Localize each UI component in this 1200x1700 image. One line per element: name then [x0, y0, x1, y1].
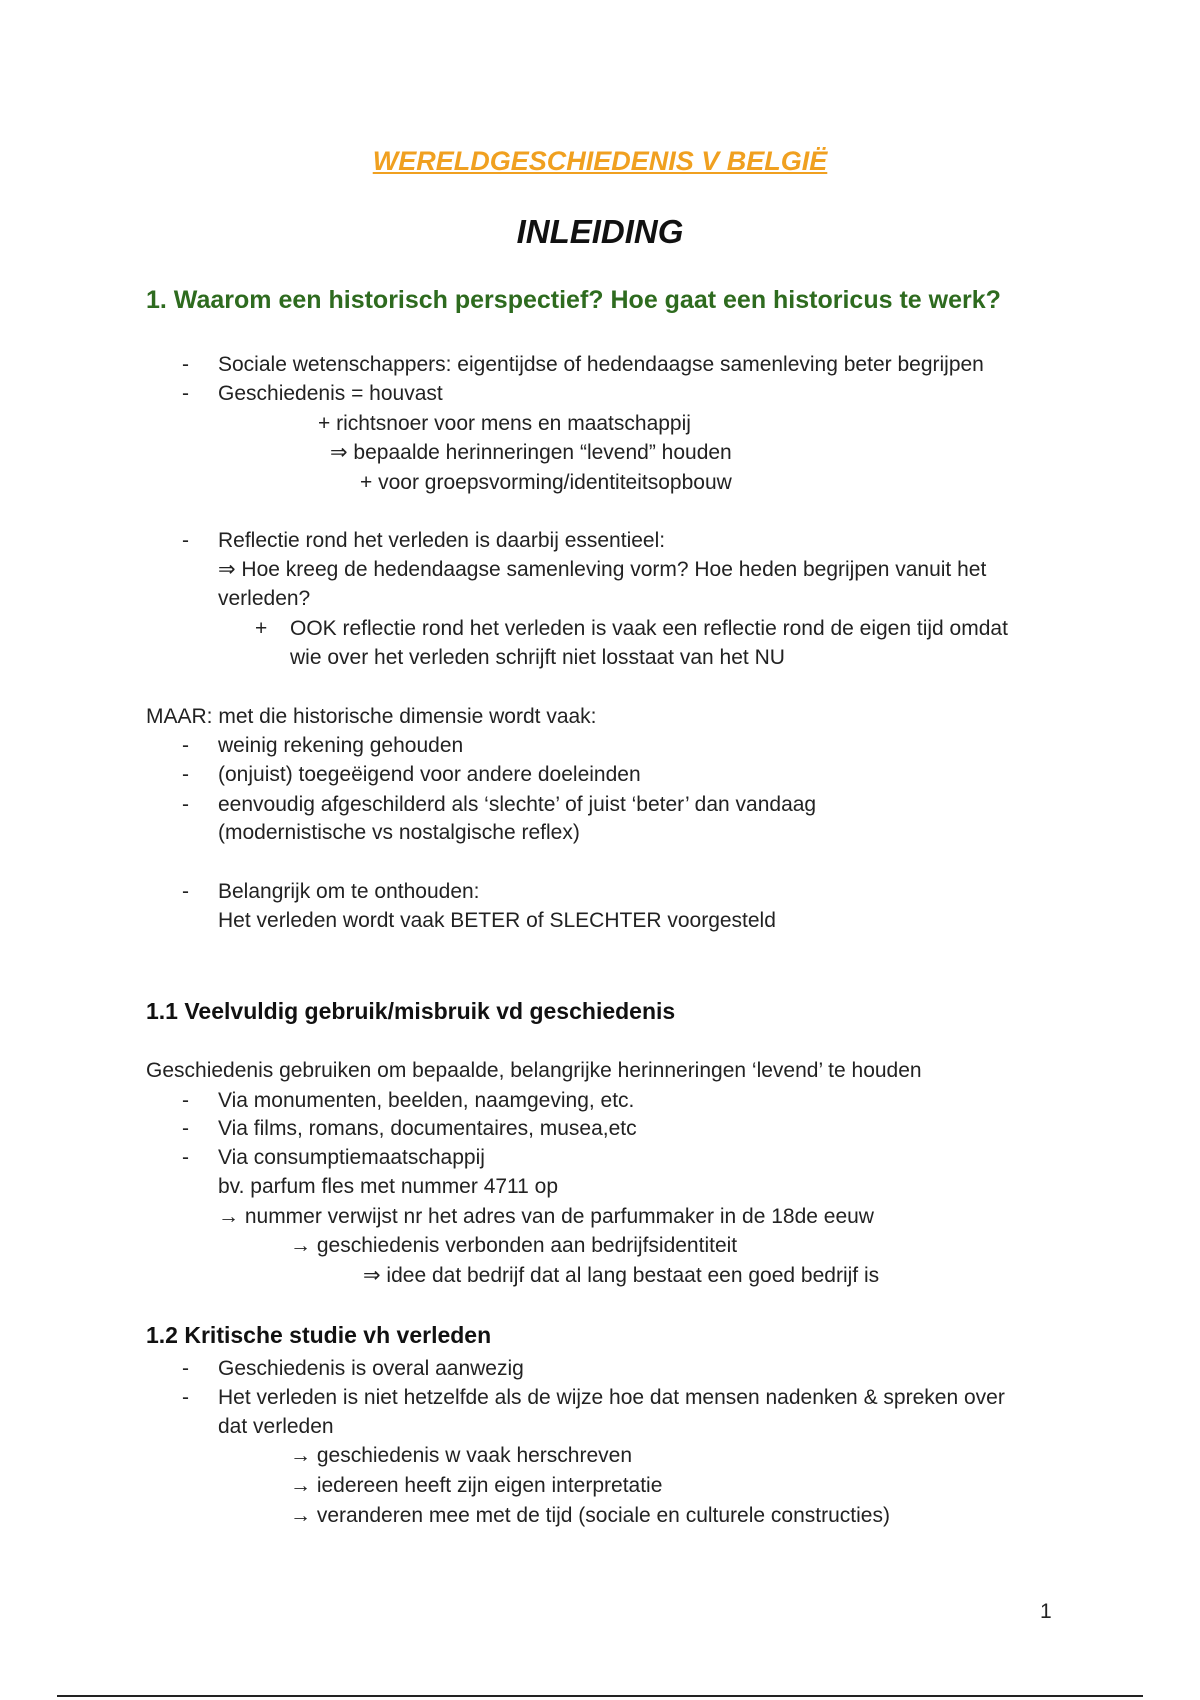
bullet-dash: -: [182, 793, 189, 816]
list-subitem: → geschiedenis verbonden aan bedrijfsidentiteit: [290, 1234, 738, 1257]
list-item: (onjuist) toegeëigend voor andere doeleinden: [218, 763, 641, 786]
bullet-dash: -: [182, 763, 189, 786]
list-subitem-continuation: wie over het verleden schrijft niet losstaat van het NU: [290, 646, 785, 669]
list-item: weinig rekening gehouden: [218, 734, 464, 757]
list-item: Reflectie rond het verleden is daarbij essentieel:: [218, 529, 666, 552]
list-item-continuation: ⇒ Hoe kreeg de hedendaagse samenleving vorm? Hoe heden begrijpen vanuit het: [218, 558, 987, 581]
list-subitem: ⇒ bepaalde herinneringen “levend” houden: [330, 441, 732, 464]
list-item: Via films, romans, documentaires, musea,etc: [218, 1117, 637, 1140]
list-item-continuation: dat verleden: [218, 1415, 334, 1438]
list-item-continuation: (modernistische vs nostalgische reflex): [218, 821, 580, 844]
bullet-dash: -: [182, 1146, 189, 1169]
footer-rule: [57, 1695, 1143, 1697]
list-item-continuation: bv. parfum fles met nummer 4711 op: [218, 1175, 559, 1198]
bullet-dash: -: [182, 880, 189, 903]
section-1-heading: 1. Waarom een historisch perspectief? Hoe gaat een historicus te werk?: [146, 286, 1001, 314]
page-number: 1: [1040, 1600, 1052, 1623]
bullet-dash: -: [182, 1386, 189, 1409]
list-subitem: → iedereen heeft zijn eigen interpretatie: [290, 1474, 663, 1497]
bullet-dash: -: [182, 382, 189, 405]
bullet-dash: -: [182, 1357, 189, 1380]
list-item: Geschiedenis is overal aanwezig: [218, 1357, 524, 1380]
section-1-1-heading: 1.1 Veelvuldig gebruik/misbruik vd geschiedenis: [146, 998, 676, 1024]
bullet-dash: -: [182, 1117, 189, 1140]
list-subitem: + voor groepsvorming/identiteitsopbouw: [360, 471, 732, 494]
list-item-continuation: → nummer verwijst nr het adres van de parfummaker in de 18de eeuw: [218, 1205, 874, 1228]
list-subitem: OOK reflectie rond het verleden is vaak een reflectie rond de eigen tijd omdat: [290, 617, 1008, 640]
list-item-continuation: Het verleden wordt vaak BETER of SLECHTER voorgesteld: [218, 909, 776, 932]
chapter-title: INLEIDING: [516, 213, 684, 250]
list-item: Sociale wetenschappers: eigentijdse of hedendaagse samenleving beter begrijpen: [218, 353, 984, 376]
list-item-continuation: verleden?: [218, 587, 311, 610]
list-subitem: → veranderen mee met de tijd (sociale en culturele constructies): [290, 1504, 890, 1527]
plus-bullet: +: [255, 617, 268, 640]
list-item: Het verleden is niet hetzelfde als de wijze hoe dat mensen nadenken & spreken over: [218, 1386, 1005, 1409]
bullet-dash: -: [182, 734, 189, 757]
paragraph: Geschiedenis gebruiken om bepaalde, belangrijke herinneringen ‘levend’ te houden: [146, 1059, 922, 1082]
bullet-dash: -: [182, 1089, 189, 1112]
list-subitem: ⇒ idee dat bedrijf dat al lang bestaat een goed bedrijf is: [363, 1264, 880, 1287]
list-item: Geschiedenis = houvast: [218, 382, 443, 405]
bullet-dash: -: [182, 353, 189, 376]
paragraph: MAAR: met die historische dimensie wordt vaak:: [146, 705, 597, 728]
list-item: Belangrijk om te onthouden:: [218, 880, 480, 903]
list-subitem: + richtsnoer voor mens en maatschappij: [318, 412, 691, 435]
bullet-dash: -: [182, 529, 189, 552]
list-item: Via monumenten, beelden, naamgeving, etc.: [218, 1089, 635, 1112]
list-subitem: → geschiedenis w vaak herschreven: [290, 1444, 633, 1467]
list-item: Via consumptiemaatschappij: [218, 1146, 485, 1169]
document-title: WERELDGESCHIEDENIS V BELGIË: [372, 146, 828, 176]
section-1-2-heading: 1.2 Kritische studie vh verleden: [146, 1322, 492, 1348]
list-item: eenvoudig afgeschilderd als ‘slechte’ of juist ‘beter’ dan vandaag: [218, 793, 817, 816]
